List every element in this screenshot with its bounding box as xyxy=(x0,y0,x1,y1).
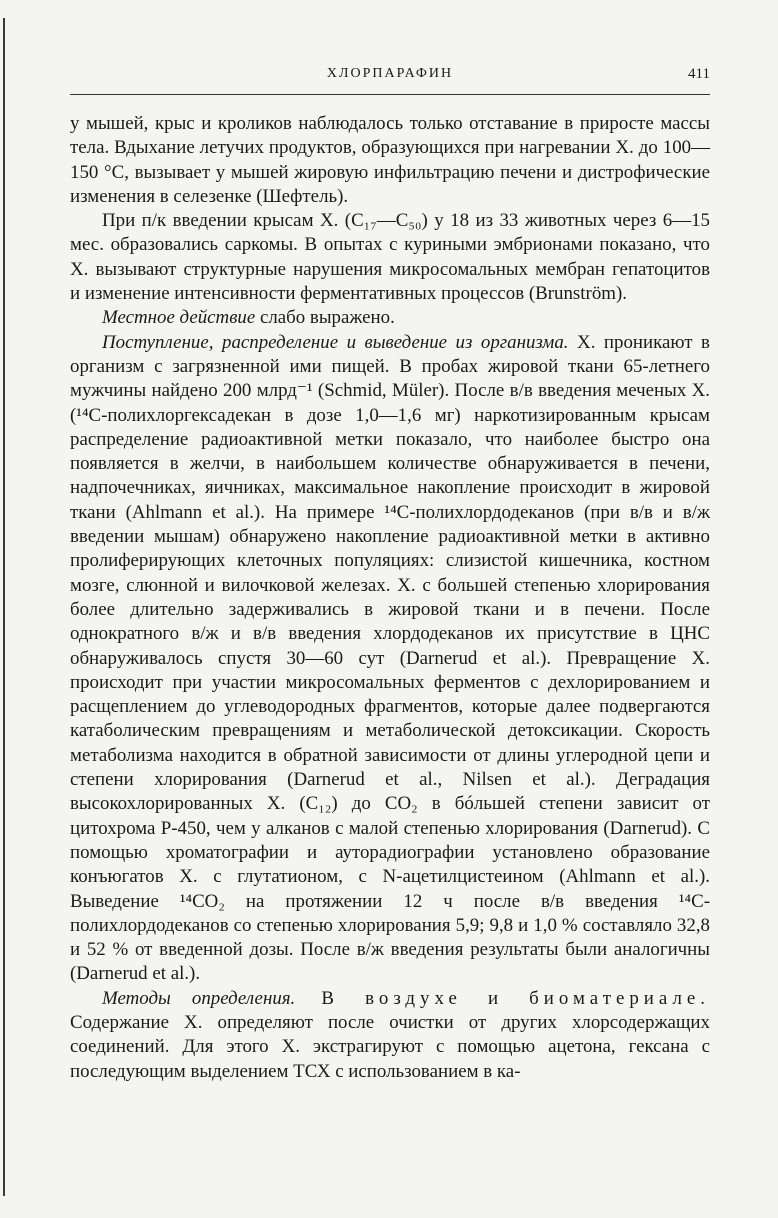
spaced-phrase: В воздухе и биоматериале. xyxy=(295,987,710,1009)
paragraph-local-action xyxy=(70,306,710,330)
header-rule xyxy=(70,94,710,95)
page-edge-line xyxy=(3,18,5,1196)
running-title: ХЛОРПАРАФИН xyxy=(326,66,454,81)
section-lead: Местное действие xyxy=(102,307,256,329)
paragraph-text: слабо выражено. xyxy=(255,307,395,329)
page-number: 411 xyxy=(688,66,710,82)
paragraph-text: X. проникают в организм с загрязненной ими пищей. В пробах жировой ткани 65-летнего мужчины найдено 200 млрд⁻¹ (Schmid, Müler). После в/в введения меченых X. (¹⁴С-полихлоргексадекан в дозе 1,0—1,6 мг) наркотизированным крысам распределение радиоактивной метки показало, что наиболее быстро она появляется в желчи, в наибольшем количестве обнаруживается в печени, надпочечниках, яичниках, максимальное накопление происходит в жировой ткани (Ahlmann et al.). На примере ¹⁴С-полихлордодеканов (при в/в и в/ж введении мышам) обнаружено накопление радиоактивной метки в активно пролиферирующих клеточных популяциях: слизистой кишечника, костном мозге, слюнной и вилочковой железах. X. с большей степенью хлорирования более длительно задерживались в жировой ткани и в печени. После однократного в/ж и в/в введения хлордодеканов их присутствие в ЦНС обнаруживалось спустя 30—60 сут (Darnerud et al.). Превращение X. происходит при участии микросомальных ферментов с дехлорированием и расщеплением до углеводородных фрагментов, которые далее подвергаются катаболическим превращениям и метаболической детоксикации. Скорость метаболизма находится в обратной зависимости от длины углеродной цепи и степени хлорирования (Darnerud et al., Nilsen et al.). Деградация высокохлорированных X. (C₁₂) до CO₂ в бóльшей степени зависит от цитохрома Р-450, чем у алканов с малой степенью хлорирования (Darnerud). С помощью хроматографии и ауторадиографии установлено образование конъюгатов X. с глутатионом, с N-ацетилцистеином (Ahlmann et al.). Выведение ¹⁴CO₂ на протяжении 12 ч после в/в введения ¹⁴С-полихлордодеканов со степенью хлорирования 5,9; 9,8 и 1,0 % составляло 32,8 и 52 % от введенной дозы. После в/ж введения результаты были аналогичны (Darnerud et al.). xyxy=(70,331,710,985)
section-lead: Поступление, распределение и выведение из организма. xyxy=(102,331,569,353)
body-text xyxy=(70,112,710,1084)
paragraph-distribution xyxy=(70,331,710,987)
paragraph-methods xyxy=(70,987,710,1084)
paragraph-text: Содержание X. определяют после очистки от других хлорсодержащих соединений. Для этого X. экстрагируют с помощью ацетона, гексана с последующим выделением ТСХ с использованием в ка- xyxy=(70,1011,710,1082)
section-lead: Методы определения. xyxy=(102,987,296,1009)
paragraph-2: При п/к введении крысам X. (C₁₇—C₅₀) у 18 из 33 животных через 6—15 мес. образовались саркомы. В опытах с куриными эмбрионами показано, что X. вызывают структурные нарушения микросомальных мембран гепатоцитов и изменение интенсивности ферментативных процессов (Brunström). xyxy=(70,210,710,305)
paragraph-1: у мышей, крыс и кроликов наблюдалось только отставание в приросте массы тела. Вдыхание летучих продуктов, образующихся при нагревании X. до 100—150 °С, вызывает у мышей жировую инфильтрацию печени и дистрофические изменения в селезенке (Шефтель). xyxy=(70,113,710,207)
running-header xyxy=(70,64,710,92)
